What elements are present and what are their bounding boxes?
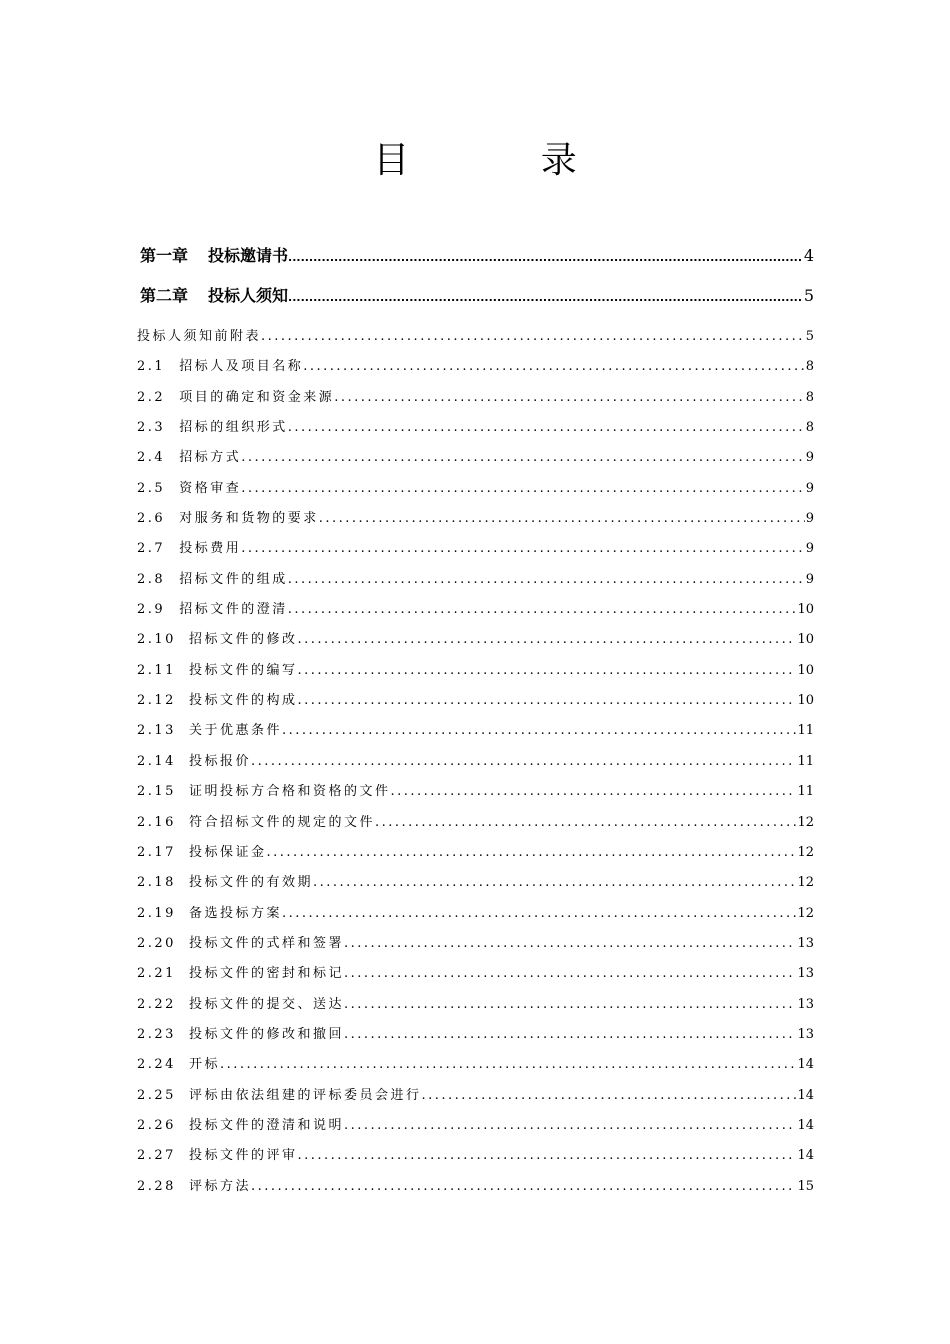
toc-section-list — [137, 322, 814, 1202]
toc-section-number: 2.28 — [137, 1178, 176, 1194]
toc-page-number: 9 — [805, 571, 814, 587]
toc-section-label: 招标文件的澄清 — [179, 602, 288, 618]
toc-section-row[interactable] — [137, 383, 814, 413]
toc-section-number: 2.15 — [137, 784, 176, 800]
toc-page-number: 14 — [797, 1148, 814, 1164]
toc-section-number: 2.1 — [137, 359, 166, 375]
toc-section-row[interactable] — [137, 625, 814, 655]
toc-page-number: 12 — [797, 875, 814, 891]
toc-leader-dots — [288, 278, 803, 316]
toc-leader-dots — [241, 534, 805, 564]
toc-section-label: 招标文件的组成 — [179, 571, 288, 587]
toc-page-number: 10 — [797, 632, 814, 648]
toc-section-label: 对服务和货物的要求 — [179, 511, 319, 527]
toc-section-row[interactable] — [137, 1111, 814, 1141]
toc-section-label: 投标文件的编写 — [188, 662, 298, 678]
toc-section-label: 投标文件的有效期 — [188, 875, 313, 891]
toc-section-row[interactable] — [137, 413, 814, 443]
toc-section-row[interactable] — [137, 959, 814, 989]
toc-leader-dots — [282, 899, 796, 929]
toc-leader-dots — [288, 565, 805, 595]
toc-chapter-2[interactable] — [137, 276, 814, 316]
toc-page-number: 10 — [797, 602, 814, 618]
toc-leader-dots — [344, 959, 796, 989]
toc-page-number: 5 — [805, 329, 814, 344]
toc-section-label: 招标人及项目名称 — [179, 359, 304, 375]
toc-section-row[interactable] — [137, 656, 814, 686]
toc-page-number: 11 — [797, 753, 814, 769]
toc-section-row[interactable] — [137, 474, 814, 504]
toc-leader-dots — [288, 413, 805, 443]
toc-section-number: 2.25 — [137, 1087, 176, 1103]
toc-page-number: 12 — [797, 814, 814, 830]
toc-section-number: 2.8 — [137, 571, 166, 587]
toc-page-number: 8 — [805, 359, 814, 375]
toc-page-number: 10 — [797, 693, 814, 709]
toc-section-row[interactable] — [137, 443, 814, 473]
toc-chapter-label: 投标邀请书 — [208, 246, 289, 265]
toc-section-number: 2.5 — [137, 480, 166, 496]
toc-page-number: 8 — [805, 389, 814, 405]
toc-section-label: 关于优惠条件 — [188, 723, 282, 739]
toc-leader-dots — [334, 383, 805, 413]
toc-section-label: 投标保证金 — [188, 844, 267, 860]
toc-section-label: 投标文件的式样和签署 — [188, 935, 344, 951]
toc-page-number: 9 — [805, 541, 814, 557]
toc-section-label: 资格审查 — [179, 480, 242, 496]
toc-section-row[interactable] — [137, 352, 814, 382]
toc-leader-dots — [220, 1050, 796, 1080]
table-of-contents — [137, 236, 814, 1202]
toc-leader-dots — [303, 352, 805, 382]
toc-page-number: 8 — [805, 420, 814, 436]
toc-page-number: 10 — [797, 662, 814, 678]
toc-section-label: 投标费用 — [179, 541, 242, 557]
toc-leader-dots — [251, 747, 796, 777]
toc-section-row[interactable] — [137, 899, 814, 929]
toc-section-number: 2.7 — [137, 541, 166, 557]
toc-section-number: 2.26 — [137, 1117, 176, 1133]
toc-section-number: 2.16 — [137, 814, 176, 830]
toc-page-number: 15 — [797, 1178, 814, 1194]
toc-page-number: 5 — [803, 286, 814, 305]
toc-leader-dots — [344, 1020, 796, 1050]
toc-leader-dots — [375, 808, 796, 838]
toc-section-label: 证明投标方合格和资格的文件 — [188, 784, 391, 800]
toc-page-number: 13 — [797, 935, 814, 951]
toc-section-row[interactable] — [137, 1050, 814, 1080]
toc-section-label: 投标报价 — [188, 753, 251, 769]
toc-section-row[interactable] — [137, 716, 814, 746]
toc-page-number: 13 — [797, 966, 814, 982]
toc-section-number: 2.13 — [137, 723, 176, 739]
toc-leader-dots — [297, 656, 796, 686]
toc-leader-dots — [251, 1172, 796, 1202]
toc-leader-dots — [319, 504, 805, 534]
toc-leader-dots — [344, 929, 796, 959]
toc-page-number: 14 — [797, 1087, 814, 1103]
toc-section-label: 投标文件的密封和标记 — [188, 966, 344, 982]
toc-leader-dots — [297, 686, 796, 716]
toc-section-number: 2.10 — [137, 632, 176, 648]
toc-section-label: 招标的组织形式 — [179, 420, 288, 436]
toc-chapter-label: 投标人须知 — [208, 286, 289, 305]
toc-page-number: 9 — [805, 480, 814, 496]
toc-section-row[interactable] — [137, 595, 814, 625]
toc-section-label: 投标文件的提交、送达 — [188, 996, 344, 1012]
toc-section-number: 2.4 — [137, 450, 166, 466]
toc-section-label: 备选投标方案 — [188, 905, 282, 921]
toc-page-number: 13 — [797, 996, 814, 1012]
toc-leader-dots — [288, 595, 797, 625]
toc-page-number: 4 — [803, 246, 814, 265]
toc-section-number: 2.12 — [137, 693, 176, 709]
toc-section-number: 2.6 — [137, 511, 166, 527]
toc-page-number: 13 — [797, 1026, 814, 1042]
toc-leader-dots — [288, 238, 803, 276]
toc-page-number: 11 — [797, 723, 814, 739]
toc-section-row[interactable] — [137, 868, 814, 898]
toc-page-number: 9 — [805, 511, 814, 527]
toc-leader-dots — [297, 625, 796, 655]
toc-section-label: 评标由依法组建的评标委员会进行 — [188, 1087, 422, 1103]
toc-section-row[interactable] — [137, 1141, 814, 1171]
toc-leader-dots — [344, 1111, 796, 1141]
toc-section-number: 2.3 — [137, 420, 166, 436]
toc-section-label: 项目的确定和资金来源 — [179, 389, 335, 405]
toc-section-row[interactable] — [137, 686, 814, 716]
toc-leader-dots — [261, 322, 805, 352]
toc-page-number: 14 — [797, 1057, 814, 1073]
toc-section-number: 2.11 — [137, 662, 176, 678]
toc-section-label: 招标文件的修改 — [188, 632, 298, 648]
toc-leader-dots — [297, 1141, 796, 1171]
toc-section-label: 投标文件的修改和撤回 — [188, 1026, 344, 1042]
toc-leader-dots — [241, 443, 805, 473]
toc-section-label: 投标文件的评审 — [188, 1148, 298, 1164]
toc-section-row[interactable] — [137, 1020, 814, 1050]
toc-section-number: 2.14 — [137, 753, 176, 769]
toc-section-label: 招标方式 — [179, 450, 242, 466]
toc-section-label: 评标方法 — [188, 1178, 251, 1194]
toc-section-number: 2.23 — [137, 1026, 176, 1042]
toc-section-label: 投标人须知前附表 — [137, 329, 262, 344]
toc-section-number: 2.18 — [137, 875, 176, 891]
toc-section-row[interactable] — [137, 838, 814, 868]
toc-section-number: 2.2 — [137, 389, 166, 405]
toc-section-label: 投标文件的澄清和说明 — [188, 1117, 344, 1133]
toc-section-row[interactable] — [137, 777, 814, 807]
toc-leader-dots — [313, 868, 796, 898]
toc-section-number: 2.21 — [137, 966, 176, 982]
toc-section-number: 2.19 — [137, 905, 176, 921]
toc-section-row[interactable] — [137, 1081, 814, 1111]
toc-chapter-number: 第二章 — [140, 286, 189, 305]
toc-section-number: 2.24 — [137, 1057, 176, 1073]
toc-section-row[interactable] — [137, 1172, 814, 1202]
toc-section-label: 符合招标文件的规定的文件 — [188, 814, 375, 830]
toc-section-number: 2.20 — [137, 935, 176, 951]
toc-leader-dots — [266, 838, 796, 868]
toc-section-label: 投标文件的构成 — [188, 693, 298, 709]
toc-section-row[interactable] — [137, 808, 814, 838]
toc-section-number: 2.9 — [137, 602, 166, 618]
toc-chapter-number: 第一章 — [140, 246, 189, 265]
toc-leader-dots — [421, 1081, 796, 1111]
toc-section-number: 2.17 — [137, 844, 176, 860]
toc-section-row[interactable] — [137, 747, 814, 777]
toc-section-row[interactable] — [137, 990, 814, 1020]
toc-section-row[interactable] — [137, 534, 814, 564]
toc-page-number: 12 — [797, 905, 814, 921]
toc-section-label: 开标 — [188, 1057, 220, 1073]
toc-leader-dots — [282, 716, 796, 746]
toc-leader-dots — [390, 777, 796, 807]
toc-section-row[interactable] — [137, 929, 814, 959]
toc-section-number: 2.27 — [137, 1148, 176, 1164]
toc-leader-dots — [344, 990, 796, 1020]
toc-page-number: 14 — [797, 1117, 814, 1133]
toc-page-number: 9 — [805, 450, 814, 466]
toc-section-row[interactable] — [137, 565, 814, 595]
toc-page-number: 12 — [797, 844, 814, 860]
toc-chapter-1[interactable] — [137, 236, 814, 276]
page-title: 目 录 — [373, 140, 637, 181]
toc-page-number: 11 — [797, 784, 814, 800]
toc-section-row[interactable] — [137, 504, 814, 534]
toc-section-number: 2.22 — [137, 996, 176, 1012]
toc-leader-dots — [241, 474, 805, 504]
toc-section-row[interactable] — [137, 322, 814, 352]
